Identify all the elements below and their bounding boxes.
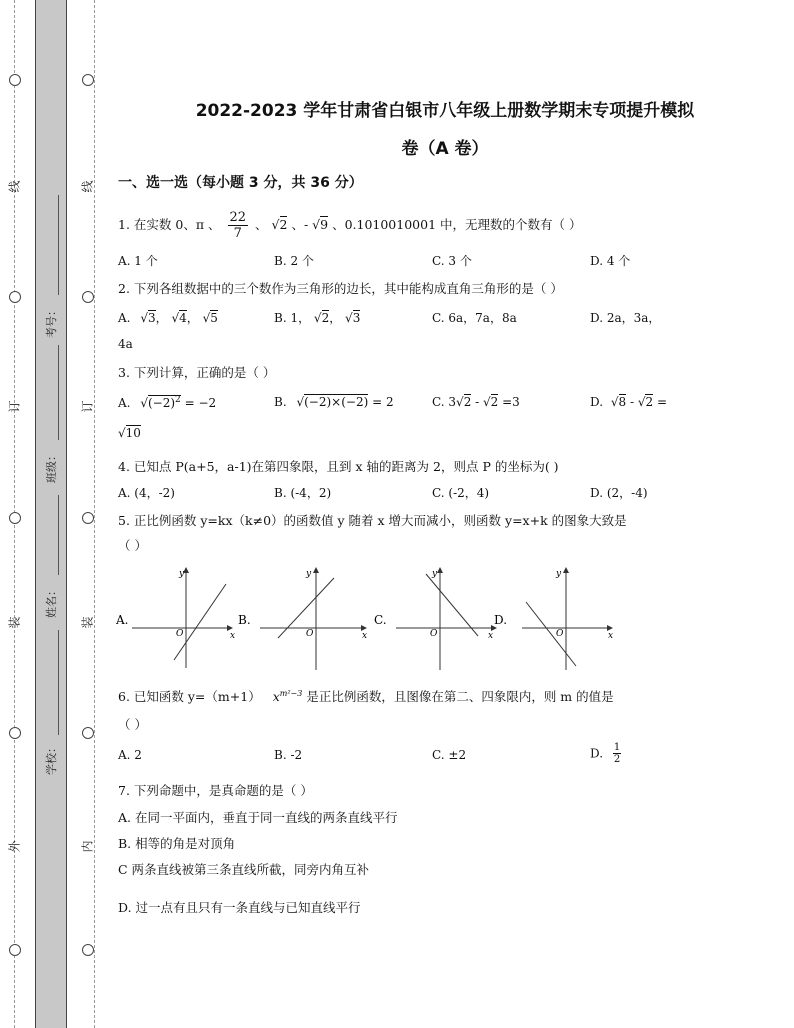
binding-char-outer: 线 — [7, 180, 22, 193]
field-line-name[interactable] — [58, 495, 59, 575]
origin-label: O — [176, 629, 184, 639]
binding-char-inner: 装 — [80, 616, 95, 629]
q1-sqrt2: √9 — [312, 217, 329, 232]
q4-option-b[interactable]: B. (-4，2) — [274, 486, 332, 500]
q3-opt-d-sqrt: √2 — [637, 395, 654, 409]
q1-prefix: 1. 在实数 0、π 、 — [118, 217, 221, 232]
binding-hole-icon — [82, 74, 94, 86]
q3-opt-c-sqrt: √2 — [456, 395, 472, 409]
q1-sqrt: √2 — [271, 217, 288, 232]
q1-sep: 、- — [291, 217, 309, 232]
q6-option-a[interactable]: A. 2 — [118, 748, 142, 762]
q2-opt-a-sqrt: √5 — [202, 311, 218, 325]
q3-option-c[interactable] — [432, 395, 520, 409]
binding-char-outer: 外 — [7, 840, 22, 853]
q2-option-a[interactable]: A. √3， √4， √5 — [118, 311, 218, 325]
q5-graphs — [110, 562, 630, 674]
q3-opt-d-cont-sqrt: √10 — [118, 426, 141, 440]
q2-radicand: 3 — [352, 311, 361, 325]
q2-option-d-cont: 4a — [118, 337, 133, 351]
origin-label: O — [556, 629, 564, 639]
q3-radicand: 10 — [125, 426, 141, 440]
binding-char-inner: 线 — [80, 180, 95, 193]
q5-graph-a-label[interactable]: A. — [116, 613, 129, 627]
binding-char-outer: 装 — [7, 616, 22, 629]
y-axis-label: y — [179, 569, 185, 579]
y-axis-label: y — [432, 569, 438, 579]
field-line-school[interactable] — [58, 630, 59, 735]
q7-option-d[interactable]: D. 过一点有且只有一条直线与已知直线平行 — [118, 900, 361, 915]
section-heading: 一、选一选（每小题 3 分，共 36 分） — [118, 175, 363, 191]
q4-option-c[interactable]: C. (-2，4) — [432, 486, 490, 500]
binding-hole-icon — [82, 512, 94, 524]
x-axis-label: x — [488, 631, 494, 641]
q1-option-b[interactable]: B. 2 个 — [274, 254, 314, 268]
question-1 — [118, 210, 581, 241]
q3-opt-d-sqrt: √8 — [610, 395, 627, 409]
q1-option-a[interactable]: A. 1 个 — [118, 254, 158, 268]
q3-radicand: 2 — [645, 395, 654, 409]
q3-opt-d-mid: - — [626, 395, 638, 409]
question-4: 4. 已知点 P(a+5，a-1)在第四象限，且到 x 轴的距离为 2，则点 P 的坐标为( ) — [118, 459, 559, 474]
field-label-name: 姓名： — [45, 585, 58, 618]
q2-opt-a-sqrt: √4 — [171, 311, 187, 325]
q3-opt-c-sqrt: √2 — [483, 395, 499, 409]
q3-option-d-cont — [118, 426, 141, 440]
q6-opt-d-fraction — [613, 742, 621, 765]
q3-radicand: 2 — [463, 395, 472, 409]
question-3: 3. 下列计算，正确的是（ ） — [118, 365, 276, 380]
graph-line — [426, 574, 478, 636]
q3-radicand: 8 — [618, 395, 627, 409]
question-6-cont: （ ） — [118, 717, 147, 732]
inner-dashed-line — [94, 0, 95, 1028]
binding-gray-band — [35, 0, 67, 1028]
q2-option-b[interactable]: B. 1， √2， √3 — [274, 311, 361, 325]
q2-option-d[interactable]: D. 2a，3a， — [590, 311, 661, 325]
q4-option-a[interactable]: A. (4，-2) — [118, 486, 175, 500]
q3-opt-c-mid: - — [471, 395, 484, 409]
x-axis-label: x — [230, 631, 236, 641]
origin-label: O — [430, 629, 438, 639]
binding-hole-icon — [82, 944, 94, 956]
q2-opt-a-label: A. — [118, 311, 131, 325]
q3-option-b[interactable] — [274, 395, 394, 409]
q6-opt-d-label: D. — [590, 746, 604, 761]
q5-graph-b-label[interactable]: B. — [238, 613, 251, 627]
q3-radicand: 2 — [490, 395, 499, 409]
field-label-class: 班级： — [45, 450, 58, 483]
q6-text-post: 是正比例函数，且图像在第二、四象限内，则 m 的值是 — [306, 689, 614, 704]
binding-hole-icon — [82, 291, 94, 303]
q2-opt-b-label: B. 1， — [274, 311, 311, 325]
q2-radicand: 2 — [321, 311, 330, 325]
graph-line — [526, 602, 576, 666]
field-line-exam-number[interactable] — [58, 195, 59, 295]
q3-exponent: 2 — [175, 395, 181, 405]
q2-radicand: 5 — [210, 311, 218, 325]
q2-opt-b-sqrt: √3 — [345, 311, 361, 325]
q2-opt-a-sqrt: √3 — [140, 311, 156, 325]
q4-option-d[interactable]: D. (2，-4) — [590, 486, 648, 500]
q3-opt-c-label: C. 3 — [432, 395, 457, 409]
field-label-school: 学校： — [45, 742, 58, 775]
q7-option-c[interactable]: C 两条直线被第三条直线所截，同旁内角互补 — [118, 862, 370, 877]
paper-title: 2022-2023 学年甘肃省白银市八年级上册数学期末专项提升模拟 — [195, 101, 695, 121]
q1-frac-num: 22 — [229, 210, 247, 225]
question-2: 2. 下列各组数据中的三个数作为三角形的边长，其中能构成直角三角形的是（ ） — [118, 281, 563, 296]
q2-radicand: 4 — [179, 311, 187, 325]
q3-opt-d-eq: = — [653, 395, 667, 409]
y-axis-label: y — [306, 569, 312, 579]
q1-frac-den: 7 — [233, 226, 242, 241]
q1-fraction — [228, 210, 249, 241]
question-6 — [118, 687, 614, 705]
paper-title-cont: 卷（A 卷） — [401, 139, 489, 159]
binding-char-inner: 订 — [80, 400, 95, 413]
q1-radicand: 2 — [279, 217, 288, 232]
q3-opt-b-sqrt: √(−2)×(−2) — [296, 395, 369, 409]
question-5: 5. 正比例函数 y=kx（k≠0）的函数值 y 随着 x 增大而减小，则函数 y=x+k 的图象大致是 — [118, 513, 627, 528]
q2-radicand: 3 — [147, 311, 156, 325]
q7-option-b[interactable]: B. 相等的角是对顶角 — [118, 836, 236, 851]
binding-hole-icon — [9, 512, 21, 524]
q3-opt-a-sqrt: $√(-2)^2$ — [140, 395, 181, 410]
q2-option-c[interactable]: C. 6a，7a，8a — [432, 311, 517, 325]
q3-opt-a-result: = −2 — [184, 396, 217, 410]
field-line-class[interactable] — [58, 345, 59, 440]
q5-graph-c-label[interactable]: C. — [374, 613, 387, 627]
x-axis-label: x — [362, 631, 368, 641]
binding-hole-icon — [9, 944, 21, 956]
y-axis-label: y — [556, 569, 562, 579]
question-7: 7. 下列命题中，是真命题的是（ ） — [118, 783, 313, 798]
q3-opt-b-result: = 2 — [372, 395, 394, 409]
binding-hole-icon — [9, 727, 21, 739]
q5-graph-d-label[interactable]: D. — [494, 613, 508, 627]
q3-option-d[interactable] — [590, 395, 667, 409]
x-axis-label: x — [608, 631, 614, 641]
q1-radicand2: 9 — [320, 217, 329, 232]
q3-opt-a-label: A. — [118, 396, 131, 410]
q1-suffix: 、0.1010010001 中，无理数的个数有（ ） — [332, 217, 582, 232]
q6-option-b[interactable]: B. -2 — [274, 748, 303, 762]
q3-option-a[interactable] — [118, 395, 216, 410]
origin-label: O — [306, 629, 314, 639]
q3-opt-c-result: =3 — [498, 395, 520, 409]
q6-exponent: m²−3 — [279, 688, 303, 698]
q6-frac-den: 2 — [613, 754, 621, 765]
q1-option-c[interactable]: C. 3 个 — [432, 254, 472, 268]
q6-base: x — [272, 689, 280, 704]
binding-hole-icon — [9, 291, 21, 303]
q3-opt-d-label: D. — [590, 395, 604, 409]
q3-radicand: (−2)×(−2) — [304, 395, 369, 409]
question-5-cont: （ ） — [118, 538, 147, 553]
binding-char-outer: 订 — [7, 400, 22, 413]
q3-radicand: (−2) — [147, 396, 176, 410]
q7-option-a[interactable]: A. 在同一平面内，垂直于同一直线的两条直线平行 — [118, 810, 398, 825]
q6-frac-num: 1 — [613, 742, 621, 753]
q6-text-pre: 6. 已知函数 y=（m+1） — [118, 689, 261, 704]
binding-char-inner: 内 — [80, 840, 95, 853]
q6-option-d[interactable] — [590, 742, 621, 765]
q3-opt-b-label: B. — [274, 395, 287, 409]
graph-line — [174, 584, 226, 660]
field-label-exam-number: 考号： — [45, 305, 58, 338]
binding-hole-icon — [9, 74, 21, 86]
q1-option-d[interactable]: D. 4 个 — [590, 254, 631, 268]
binding-hole-icon — [82, 727, 94, 739]
q1-mid: 、 — [255, 217, 268, 232]
q6-option-c[interactable]: C. ±2 — [432, 748, 467, 762]
q2-opt-b-sqrt: √2 — [313, 311, 330, 325]
